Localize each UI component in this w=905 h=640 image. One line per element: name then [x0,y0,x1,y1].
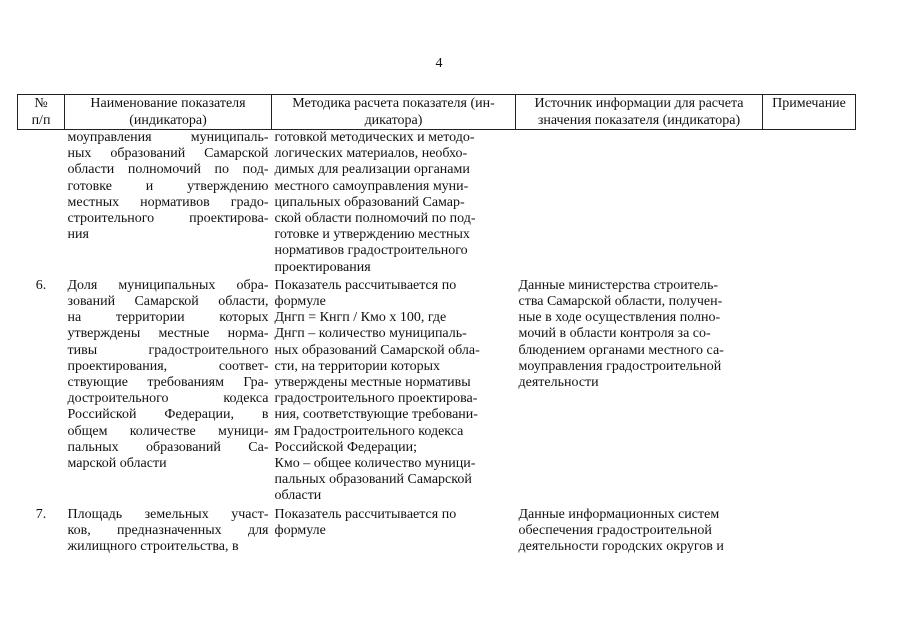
cell-source [516,276,763,505]
cell-source-line: ства Самарской области, получен- [518,294,723,310]
cell-source-line: Данные министерства строитель- [518,277,719,293]
cell-name-line: тивы градостроительного [67,342,269,358]
cell-method-line: Российской Федерации; [274,439,418,455]
cell-name-line: моуправления муниципаль- [67,130,269,145]
cell-source [516,130,763,276]
cell-method [272,276,516,505]
header-source-line: Источник информации для расчета [534,96,744,111]
cell-name-line: утверждены местные норма- [67,326,269,342]
cell-method-line: Показатель рассчитывается по [274,506,457,522]
cell-name-line: достроительного кодекса [67,391,269,407]
cell-name-line: местных нормативов градо- [67,194,269,210]
cell-name-line: общем количестве муници- [67,423,269,439]
cell-name-line: на территории которых [67,310,269,326]
header-num-line: № [34,96,48,111]
cell-name-line: Российской Федерации, в [67,407,269,423]
cell-name-line: зований Самарской области, [67,294,269,310]
cell-method-line: готовке и утверждению местных [274,227,470,243]
cell-name-line: области полномочий по под- [67,162,269,178]
cell-method-line: ципальных образований Самар- [274,194,465,210]
cell-name-line: Площадь земельных участ- [67,506,269,522]
cell-name-line: проектирования, соответ- [67,358,269,374]
cell-source-line: моуправления градостроительной [518,358,722,374]
cell-name-line: строительного проектирова- [67,211,269,227]
cell-name-line: ствующие требованиям Гра- [67,375,269,391]
header-method [272,95,516,130]
cell-source-line: обеспечения градостроительной [518,522,712,538]
cell-method-line: утверждены местные нормативы [274,375,471,391]
cell-source-line: блюдением органами местного са- [518,342,724,358]
cell-num: 6. [35,277,47,293]
header-source [516,95,763,130]
cell-method-line: области [274,488,322,504]
cell-method-line: формуле [274,294,326,310]
cell-note [763,130,856,276]
cell-source-line: Данные информационных систем [518,506,720,522]
table-row [18,276,856,505]
cell-method-line: димых для реализации органами [274,162,470,178]
table-row [18,130,856,276]
cell-method-line: градостроительного проектирова- [274,391,478,407]
cell-name-line: готовке и утверждению [67,178,269,194]
cell-name-line: ния [67,227,89,243]
cell-method-line: Днгп – количество муниципаль- [274,326,467,342]
header-method-line: Методика расчета показателя (ин- [292,96,495,111]
indicator-table [17,94,856,555]
cell-method [272,130,516,276]
cell-method-line: формуле [274,522,326,538]
header-name-line: Наименование показателя [90,96,246,111]
cell-name-line: жилищного строительства, в [67,539,239,555]
cell-method-line: пальных образований Самарской [274,472,472,488]
cell-note [763,276,856,505]
cell-method [272,505,516,556]
header-num-line: п/п [31,113,51,128]
header-source-line: значения показателя (индикатора) [537,113,741,128]
cell-name-line: ков, предназначенных для [67,522,269,538]
cell-num: 7. [35,506,47,522]
cell-note [763,505,856,556]
header-num [18,95,65,130]
cell-num [18,130,65,276]
cell-name-line: ных образований Самарской [67,146,269,162]
header-note [763,95,856,130]
cell-method-line: Кмо – общее количество муници- [274,456,476,472]
cell-method-line: ния, соответствующие требовани- [274,407,478,423]
cell-method-line: проектирования [274,259,371,275]
cell-method-line: готовкой методических и методо- [274,130,475,145]
header-name [65,95,272,130]
cell-method-line: ям Градостроительного кодекса [274,423,464,439]
cell-source-line: деятельности [518,375,599,391]
table-body [18,130,856,556]
cell-method-line: Показатель рассчитывается по [274,277,457,293]
cell-name-line: пальных образований Са- [67,439,269,455]
cell-name-line: Доля муниципальных обра- [67,277,269,293]
cell-method-line: ской области полномочий по под- [274,211,476,227]
cell-name [65,505,272,556]
cell-name [65,276,272,505]
cell-method-line: ных образований Самарской обла- [274,342,480,358]
cell-source [516,505,763,556]
cell-name [65,130,272,276]
header-name-line: (индикатора) [129,113,207,128]
cell-source-line: мочий в области контроля за со- [518,326,711,342]
page-number: 4 [435,56,443,71]
table-header [18,95,856,130]
cell-source-line: деятельности городских округов и [518,539,724,555]
cell-method-line: логических материалов, необхо- [274,146,468,162]
cell-source-line: ные в ходе осуществления полно- [518,310,721,326]
cell-name-line: марской области [67,456,167,472]
table-row [18,505,856,556]
cell-method-line: нормативов градостроительного [274,243,468,259]
header-note-line: Примечание [772,96,846,111]
cell-method-line: Днгп = Кнгп / Кмо x 100, где [274,310,447,326]
cell-method-line: местного самоуправления муни- [274,178,469,194]
cell-method-line: сти, на территории которых [274,358,441,374]
header-method-line: дикатора) [364,113,423,128]
